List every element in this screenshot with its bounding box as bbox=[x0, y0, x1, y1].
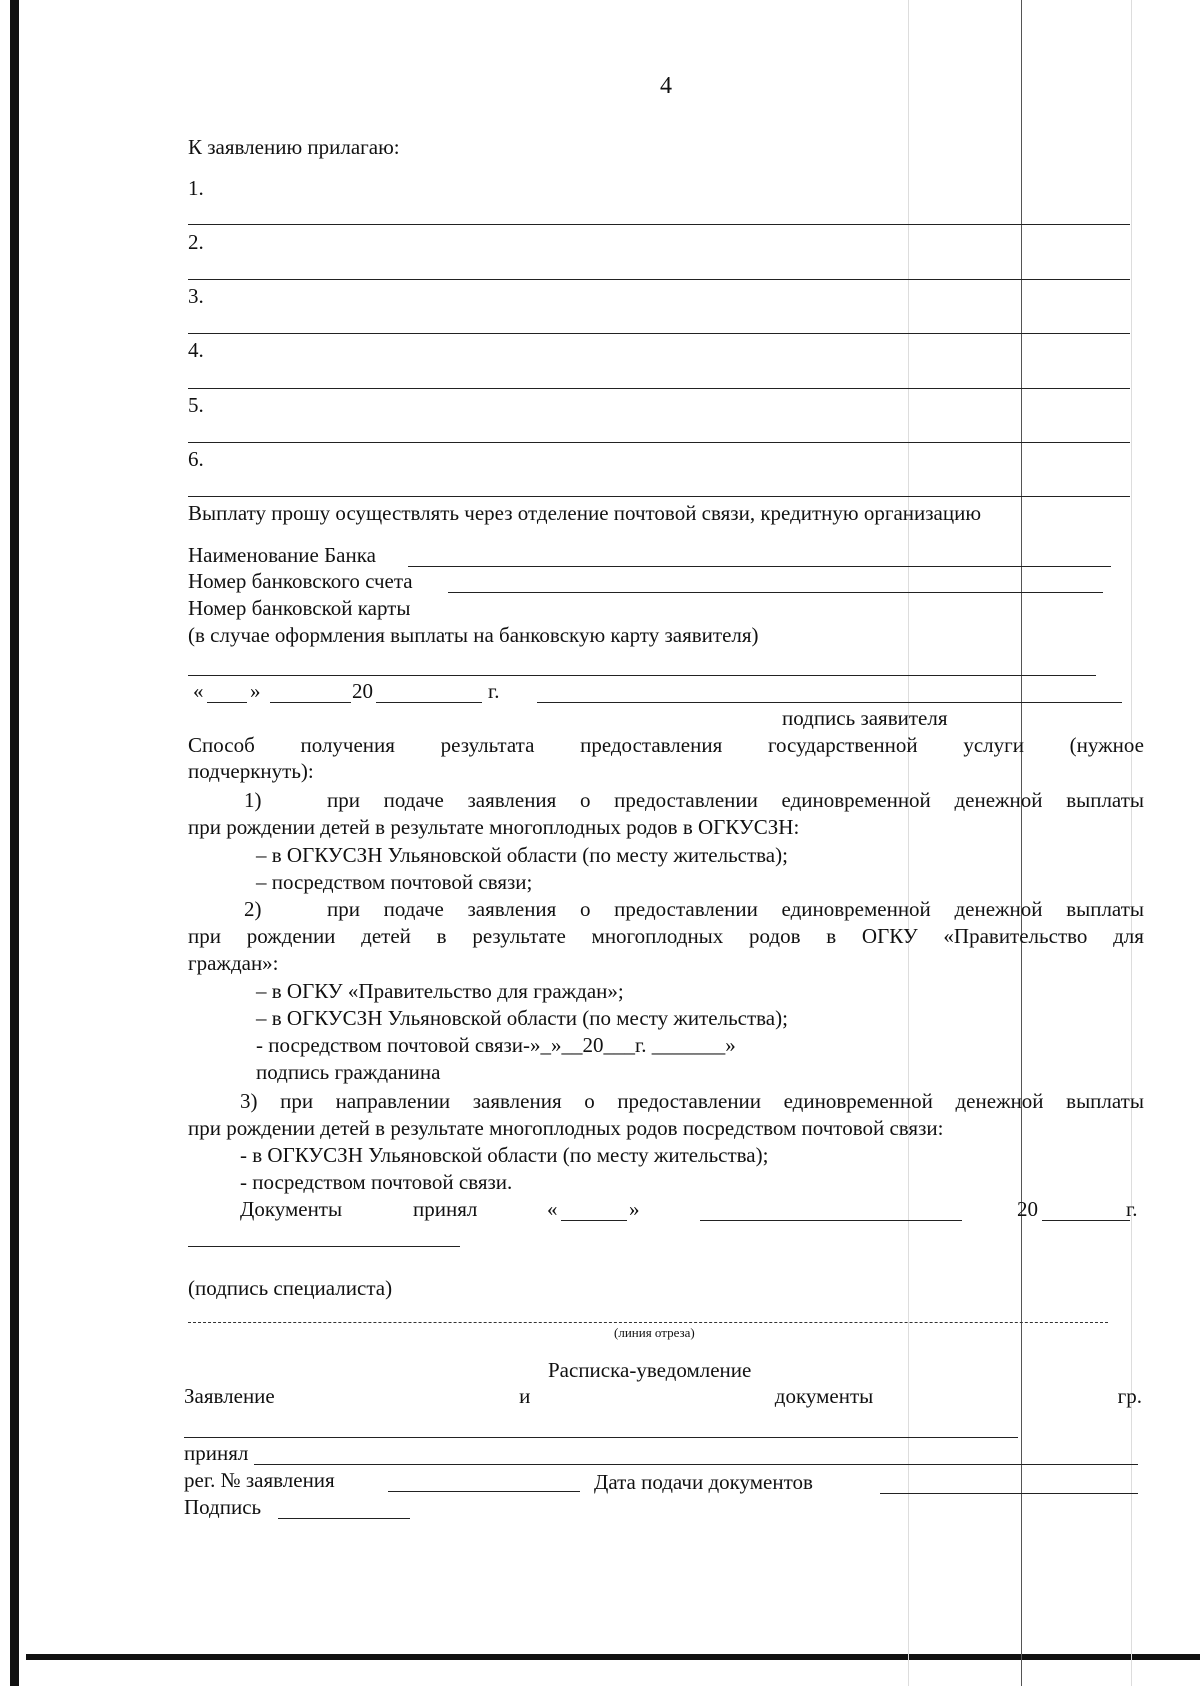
word: при bbox=[327, 788, 360, 812]
case1-option: – в ОГКУСЗН Ульяновской области (по месту жительства); bbox=[256, 843, 788, 867]
attachment-line bbox=[188, 333, 1130, 334]
receipt-signature-field bbox=[278, 1518, 410, 1519]
word: рождении bbox=[246, 924, 336, 948]
accepted-quote-close: » bbox=[629, 1197, 640, 1221]
card-number-label: Номер банковской карты bbox=[188, 596, 411, 620]
date-day-field bbox=[207, 702, 247, 703]
word: заявления bbox=[467, 788, 557, 812]
attachment-item-number: 1. bbox=[188, 176, 204, 200]
attachment-item-number: 4. bbox=[188, 338, 204, 362]
attachment-line bbox=[188, 388, 1130, 389]
word: ОГКУ bbox=[861, 924, 918, 948]
word: документы bbox=[774, 1384, 874, 1408]
case2-option: - посредством почтовой связи-»_»__20___г. _______» bbox=[256, 1033, 736, 1057]
case1-number: 1) bbox=[244, 788, 262, 812]
case2-line1 bbox=[327, 897, 1144, 921]
word: «Правительство bbox=[943, 924, 1088, 948]
receipt-date-label: Дата подачи документов bbox=[594, 1470, 813, 1494]
documents-accepted-label: Документы bbox=[240, 1197, 343, 1221]
date-year-prefix: 20 bbox=[352, 679, 373, 703]
card-number-field bbox=[188, 675, 1096, 676]
documents-accepted-verb: принял bbox=[413, 1197, 478, 1221]
word: заявления bbox=[472, 1089, 562, 1113]
attachment-line bbox=[188, 224, 1130, 225]
word: при bbox=[280, 1089, 314, 1113]
word: при bbox=[188, 924, 221, 948]
accepted-year-suffix: г. bbox=[1126, 1197, 1138, 1221]
word: предоставления bbox=[580, 733, 723, 757]
word: государственной bbox=[767, 733, 918, 757]
date-year-field bbox=[376, 702, 482, 703]
bottom-scan-border bbox=[26, 1654, 1200, 1660]
word: единовременной bbox=[783, 1089, 933, 1113]
word: подаче bbox=[383, 788, 444, 812]
case3-line1 bbox=[240, 1089, 1144, 1113]
accepted-month-field bbox=[700, 1220, 962, 1221]
word: гр. bbox=[1117, 1384, 1142, 1408]
word: подаче bbox=[383, 897, 444, 921]
case1-line2: при рождении детей в результате многоплодных родов в ОГКУСЗН: bbox=[188, 815, 800, 839]
case2-option: – в ОГКУ «Правительство для граждан»; bbox=[256, 979, 624, 1003]
receipt-title: Расписка-уведомление bbox=[548, 1358, 752, 1382]
method-intro-line bbox=[188, 733, 1144, 757]
case3-option: - в ОГКУСЗН Ульяновской области (по месту жительства); bbox=[240, 1143, 769, 1167]
case1-line1 bbox=[327, 788, 1144, 812]
date-quote-open: « bbox=[193, 679, 204, 703]
word: результата bbox=[440, 733, 535, 757]
case2-number: 2) bbox=[244, 897, 262, 921]
word: для bbox=[1113, 924, 1144, 948]
word: получения bbox=[300, 733, 395, 757]
word: Заявление bbox=[184, 1384, 275, 1408]
attachment-item-number: 6. bbox=[188, 447, 204, 471]
word: в bbox=[826, 924, 837, 948]
case3-option: - посредством почтовой связи. bbox=[240, 1170, 513, 1194]
date-quote-close: » bbox=[250, 679, 261, 703]
accepted-day-field bbox=[561, 1220, 627, 1221]
word: о bbox=[580, 897, 591, 921]
word: 3) bbox=[240, 1089, 258, 1113]
word: предоставлении bbox=[617, 1089, 762, 1113]
bank-name-field bbox=[408, 566, 1111, 567]
attachment-line bbox=[188, 442, 1130, 443]
applicant-signature-caption: подпись заявителя bbox=[782, 706, 948, 730]
specialist-signature-caption: (подпись специалиста) bbox=[188, 1276, 393, 1300]
receipt-applicant-field bbox=[184, 1437, 1018, 1438]
receipt-accepted-label: принял bbox=[184, 1441, 249, 1465]
case3-line2: при рождении детей в результате многоплодных родов посредством почтовой связи: bbox=[188, 1116, 944, 1140]
receipt-line1 bbox=[184, 1384, 1142, 1408]
case2-line2 bbox=[188, 924, 1144, 948]
word: денежной bbox=[954, 788, 1043, 812]
cut-line-caption: (линия отреза) bbox=[614, 1325, 695, 1340]
word: единовременной bbox=[781, 788, 931, 812]
case1-option: – посредством почтовой связи; bbox=[256, 870, 533, 894]
attachment-line bbox=[188, 279, 1130, 280]
word: выплаты bbox=[1066, 1089, 1144, 1113]
attachment-item-number: 2. bbox=[188, 230, 204, 254]
accepted-year-field bbox=[1042, 1220, 1130, 1221]
receipt-reg-label: рег. № заявления bbox=[184, 1468, 335, 1492]
fold-line bbox=[1021, 0, 1022, 1686]
word: Способ bbox=[188, 733, 255, 757]
accepted-quote-open: « bbox=[547, 1197, 558, 1221]
attachments-heading: К заявлению прилагаю: bbox=[188, 135, 400, 159]
card-note: (в случае оформления выплаты на банковскую карту заявителя) bbox=[188, 623, 759, 647]
account-number-field bbox=[448, 592, 1103, 593]
word: при bbox=[327, 897, 360, 921]
applicant-signature-field bbox=[537, 702, 1122, 703]
word: о bbox=[580, 788, 591, 812]
bank-name-label: Наименование Банка bbox=[188, 543, 376, 567]
page-number: 4 bbox=[660, 73, 672, 99]
word: в bbox=[436, 924, 447, 948]
word: заявления bbox=[467, 897, 557, 921]
fold-line-faint bbox=[1131, 0, 1132, 1686]
word: единовременной bbox=[781, 897, 931, 921]
attachment-item-number: 5. bbox=[188, 393, 204, 417]
citizen-signature-caption: подпись гражданина bbox=[256, 1060, 441, 1084]
word: детей bbox=[361, 924, 411, 948]
word: услуги bbox=[963, 733, 1024, 757]
word: и bbox=[519, 1384, 531, 1408]
method-intro-line2: подчеркнуть): bbox=[188, 759, 314, 783]
word: выплаты bbox=[1066, 788, 1144, 812]
account-number-label: Номер банковского счета bbox=[188, 569, 413, 593]
word: денежной bbox=[955, 1089, 1044, 1113]
word: предоставлении bbox=[614, 788, 758, 812]
word: денежной bbox=[954, 897, 1043, 921]
word: результате bbox=[472, 924, 566, 948]
word: о bbox=[584, 1089, 595, 1113]
attachment-line bbox=[188, 496, 1130, 497]
word: многоплодных bbox=[591, 924, 724, 948]
date-year-suffix: г. bbox=[488, 679, 500, 703]
word: направлении bbox=[335, 1089, 451, 1113]
case2-line3: граждан»: bbox=[188, 951, 279, 975]
payment-request: Выплату прошу осуществлять через отделение почтовой связи, кредитную организацию bbox=[188, 501, 982, 525]
word: родов bbox=[749, 924, 801, 948]
case2-option: – в ОГКУСЗН Ульяновской области (по месту жительства); bbox=[256, 1006, 788, 1030]
left-scan-border bbox=[10, 0, 19, 1686]
word: выплаты bbox=[1066, 897, 1144, 921]
specialist-signature-field bbox=[188, 1246, 460, 1247]
cut-line bbox=[188, 1322, 1108, 1323]
date-month-field bbox=[270, 702, 351, 703]
receipt-reg-field bbox=[388, 1491, 580, 1492]
accepted-year-prefix: 20 bbox=[1017, 1197, 1038, 1221]
receipt-date-field bbox=[880, 1493, 1138, 1494]
receipt-accepted-field bbox=[254, 1464, 1138, 1465]
receipt-signature-label: Подпись bbox=[184, 1495, 262, 1519]
fold-line-faint bbox=[908, 0, 909, 1686]
attachment-item-number: 3. bbox=[188, 284, 204, 308]
word: (нужное bbox=[1069, 733, 1144, 757]
word: предоставлении bbox=[614, 897, 758, 921]
